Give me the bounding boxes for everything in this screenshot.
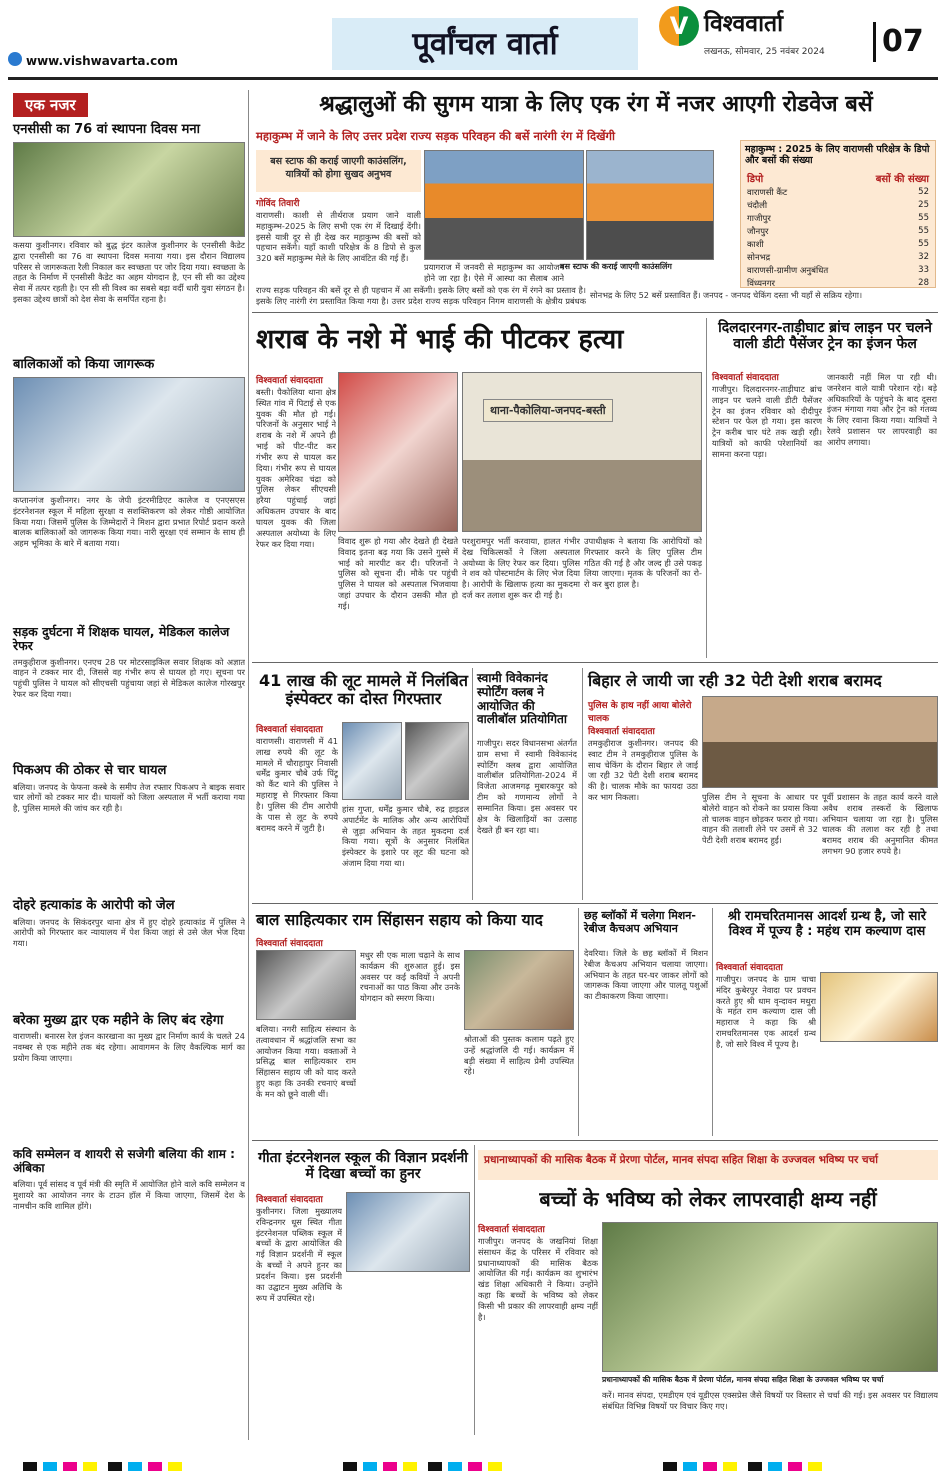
column-divider (248, 90, 249, 1440)
depot-table (745, 170, 931, 290)
seized-liquor-photo (702, 696, 938, 788)
murder-column-2: विवाद शुरू हो गया और देखते ही देखते विवाद इतना बढ़ गया कि उसने गुस्से में भाई को मारपीट कर दी। परिजनों ने पुलिस को सूचना दी। मौके पर पहुंची पुलिस ने घायल को अस्पताल भिजवाया जहां उपचार के दौरान उसकी मौत हो गई। (338, 536, 458, 611)
depot-bus-box (740, 140, 936, 288)
mission-headline: छह ब्लॉकों में चलेगा मिशन-रेबीज कैचअप अभियान (584, 909, 696, 935)
column-divider (474, 1145, 475, 1435)
bus-photo-right (586, 150, 714, 260)
brief-body: बलिया। पूर्व सांसद व पूर्व मंत्री की स्मृति में आयोजित होने वाले कवि सम्मेलन व मुशायरे का आयोजन नगर के टाउन हॉल में किया जाएगा, जिसमें देश के नामचीन कवि शामिल होंगे। (13, 1179, 245, 1211)
lead-pullquote: बस स्टाफ की कराई जाएगी काउंसलिंग, यात्रियों को होगा सुखद अनुभव (256, 150, 421, 192)
brief-headline: सड़क दुर्घटना में शिक्षक घायल, मेडिकल कालेज रेफर (13, 623, 230, 654)
event-photo (464, 950, 574, 1030)
depot-name: काशी (747, 239, 764, 250)
paper-name: विश्ववार्ता (704, 10, 784, 37)
globe-icon (8, 52, 22, 66)
science-body: कुशीनगर। जिला मुख्यालय रविन्द्रनगर धूस स्थित गीता इंटरनेशनल पब्लिक स्कूल में बच्चों के द्वारा आयोजित की गई विज्ञान प्रदर्शनी में स्कूल के बच्चों ने अपने हुनर का प्रदर्शन किया। इस प्रदर्शनी का उद्घाटन मुख्य अतिथि के रूप में उपस्थित रहे। (256, 1206, 342, 1303)
depot-name: वाराणसी-ग्रामीण अनुबंधित (747, 265, 829, 276)
sports-body: गाजीपुर। सदर विधानसभा अंतर्गत ग्राम सभा में स्वामी विवेकानंद स्पोर्टिंग क्लब द्वारा आयोजित वालीबॉल प्रतियोगिता-2024 में विजेता आजमगढ़ मुबारकपुर को टीम को गणमान्य लोगों ने सम्मानित किया। इस अवसर पर क्षेत्र के खिलाड़ियों का उत्साह देखते ही बन रहा था। (477, 738, 577, 835)
writer-portrait-photo (256, 950, 356, 1020)
police-station-sign: थाना-पैकोलिया-जनपद-बस्ती (483, 399, 613, 422)
ramcharit-byline: विश्ववार्ता संवाददाता (716, 963, 783, 973)
loot-column-2: हांस गुप्ता, धर्मेंद्र कुमार चौबे, रुद्र हाइडल अपार्टमेंट के मालिक और अन्य आरोपियों से जुड़ा अभियान के तहत मुकदमा दर्ज किया गया। सूत्रों के अनुसार निलंबित इंस्पेक्टर के इशारे पर लूट की घटना को अंजाम दिया गया था। (342, 804, 469, 869)
depot-name: वाराणसी कैंट (747, 187, 788, 198)
science-byline: विश्ववार्ता संवाददाता (256, 1195, 323, 1205)
police-station-photo (462, 372, 702, 532)
rail-column-2: जानकारी नहीं मिल पा रही थी। जनरेशन वाले यात्री परेशान रहे। बड़े अधिकारियों के पहुंचने के बाद दूसरा इंजन मंगाया गया और ट्रेन को गंतव्य के लिए रवाना किया गया। यात्रियों ने रेलवे प्रशासन पर लापरवाही का आरोप लगाया। (827, 372, 937, 447)
brief-body: बलिया। जनपद के फेफना कस्बे के समीप तेज रफ्तार पिकअप ने बाइक सवार चार लोगों को टक्कर मार दी। घायलों को जिला अस्पताल में भर्ती कराया गया है, पुलिस मामले की जांच कर रही है। (13, 781, 245, 814)
brief-body: कप्तानगंज कुशीनगर। नगर के जेपी इंटरमीडिएट कालेज व एनएसएस इंटरनेशनल स्कूल में महिला सुरक्षा व सशक्तिकरण को लेकर गोष्ठी आयोजित किया गया। जिसमें पुलिस के जिम्मेदारों ने मिशन द्वारा प्रभात रिपोर्ट प्रदान करते बालक बालिकाओं को जागरूक किया गया। नारी सुरक्षा एवं सम्मान के साथ ही अहम भूमिका के बारे में बताया गया। (13, 494, 245, 549)
rail-column-1: गाजीपुर। दिलदारनगर-ताड़ीघाट ब्रांच लाइन पर चलने वाली डीटी पैसेंजर ट्रेन का इंजन रविवार को दीदीपुर स्टेशन पर फेल हो गया। इस कारण ट्रेन करीब चार घंटे तक खड़ी रही। यात्रियों को काफी परेशानियों का सामना करना पड़ा। (712, 384, 822, 459)
meeting-photo (602, 1222, 938, 1372)
students-photo (13, 377, 245, 492)
teacher-photo-caption: प्रधानाध्यापकों की मासिक बैठक में प्रेरणा पोर्टल, मानव संपदा सहित शिक्षा के उज्जवल भविष्य पर चर्चा (602, 1375, 884, 1384)
teacher-byline: विश्ववार्ता संवाददाता (478, 1225, 545, 1235)
bus-count: 52 (918, 187, 929, 198)
writer-byline: विश्ववार्ता संवाददाता (256, 939, 323, 949)
brief-headline: बरेका मुख्य द्वार एक महीने के लिए बंद रहेगा (13, 1012, 224, 1028)
lead-photo-caption: बस स्टाफ की कराई जाएगी काउंसलिंग (560, 262, 672, 271)
brief-headline: पिकअप की ठोकर से चार घायल (13, 762, 167, 778)
teacher-body: गाजीपुर। जनपद के जखनियां शिक्षा संसाधन केंद्र के परिसर में रविवार को प्रधानाध्यापकों की मासिक बैठक आयोजित की गई। कार्यक्रम का शुभारंभ खंड शिक्षा अधिकारी ने किया। उन्होंने कहा कि बच्चों के भविष्य को लेकर किसी भी प्रकार की लापरवाही क्षम्य नहीं है। (478, 1236, 598, 1322)
murder-headline: शराब के नशे में भाई की पीटकर हत्या (256, 324, 624, 355)
science-body-cont (346, 1276, 470, 1431)
writer-column-2: मधुर सी एक माला चढ़ाने के साथ कार्यक्रम की शुरुआत हुई। इस अवसर पर कई कवियों ने अपनी रचनाओं का पाठ किया और उनके योगदान को स्मरण किया। (360, 950, 460, 1004)
mission-body: देवरिया। जिले के छह ब्लॉकों में मिशन रेबीज कैचअप अभियान चलाया जाएगा। अभियान के तहत घर-घर जाकर लोगों को जागरूक किया जाएगा और पालतू पशुओं का टीकाकरण किया जाएगा। (584, 948, 708, 1002)
lead-column-1: वाराणसी। काशी से तीर्थराज प्रयाग जाने वाली महाकुम्भ-2025 के लिए सभी एक रंग में दिखाई देंगी। इससे यात्री दूर से ही देख कर महाकुम्भ की बसों को पहचान सकेंगे। यहाँ काशी परिक्षेत्र के 8 डिपो से कुल 320 बसें महाकुम्भ मेले के लिए आवंटित की गई हैं। (256, 210, 421, 264)
print-registration-bar (0, 1448, 945, 1473)
murder-column-1: बस्ती। पैकोलिया थाना क्षेत्र स्थित गांव में पिटाई से एक युवक की मौत हो गई। परिजनों के अनुसार भाई ने शराब के नशे में अपने ही भाई को पीट-पीट कर गंभीर रूप से घायल कर दिया। गंभीर रूप से घायल युवक अमेरिका चंद्रा को पुलिस लेकर सीएचसी हरैया पहुंचाई जहां अधिकतम उपचार के बाद घायल युवक की जिला अस्पताल अयोध्या के लिए रेफर कर दिया गया। (256, 387, 336, 549)
logo-letter: V (669, 12, 689, 40)
rail-headline: दिलदारनगर-ताड़ीघाट ब्रांच लाइन पर चलने वाली डीटी पैसेंजर ट्रेन का इंजन फेल (718, 320, 932, 353)
section-rule (252, 903, 938, 904)
bus-count: 55 (918, 226, 929, 237)
bus-count: 32 (918, 252, 929, 263)
bus-count: 55 (918, 213, 929, 224)
brief-body: तमकुहीराज कुशीनगर। एनएच 28 पर मोटरसाइकिल सवार शिक्षक को अज्ञात वाहन ने टक्कर मार दी, जिससे वह गंभीर रूप से घायल हो गए। सूचना पर पहुंची पुलिस ने घायल को सीएचसी पहुंचाया जहां से मेडिकल कालेज गोरखपुर रेफर कर दिया गया। (13, 656, 245, 700)
depot-name: जौनपुर (747, 226, 769, 237)
liquor-byline: विश्ववार्ता संवाददाता (588, 727, 655, 737)
loot-byline: विश्ववार्ता संवाददाता (256, 725, 323, 735)
website-url[interactable]: www.vishwavarta.com (26, 54, 178, 68)
section-rule (252, 662, 938, 663)
sports-headline: स्वामी विवेकानंद स्पोर्टिंग क्लब ने आयोजित की वालीबॉल प्रतियोगिता (477, 671, 567, 727)
masthead-rule (8, 77, 938, 80)
brief-headline: कवि सम्मेलन व शायरी से सजेगी बलिया की शाम : अंबिका (13, 1147, 235, 1176)
brief-headline: एनसीसी का 76 वां स्थापना दिवस मना (13, 122, 200, 137)
science-headline: गीता इंटरनेशनल स्कूल की विज्ञान प्रदर्शनी में दिखा बच्चों का हुनर (258, 1150, 468, 1183)
column-divider (578, 908, 579, 1136)
loot-column-1: वाराणसी। वाराणसी में 41 लाख रुपये की लूट के मामले में चौराहापुर निवासी धर्मेंद्र कुमार चौबे उर्फ पिंटू को कैंट थाने की पुलिस ने महाराष्ट्र से गिरफ्तार किया है। पुलिस की टीम आरोपी के पास से लूट के रुपये बरामद करने में जुटी है। (256, 736, 338, 833)
depot-name: गाजीपुर (747, 213, 771, 224)
liquor-headline: बिहार ले जायी जा रही 32 पेटी देशी शराब बरामद (588, 671, 882, 690)
victim-family-photo (338, 372, 458, 532)
bus-count: 25 (918, 200, 929, 211)
brief-body: बलिया। जनपद के सिकंदरपुर थाना क्षेत्र में हुए दोहरे हत्याकांड में पुलिस ने आरोपी को गिरफ्तार कर न्यायालय में पेश किया जहां से उसे जेल भेज दिया गया। (13, 916, 245, 949)
rail-byline: विश्ववार्ता संवाददाता (712, 373, 779, 383)
writer-column-1: बलिया। नगरी साहित्य संस्थान के तत्वावधान में श्रद्धांजलि सभा का आयोजन किया गया। वक्ताओं ने प्रसिद्ध बाल साहित्यकार राम सिंहासन सहाय जी को याद करते हुए कहा कि उनकी रचनाएं बच्चों के मन को छूने वाली थीं। (256, 1024, 356, 1099)
liquor-column-3: पूर्वी प्रशासन के तहत कार्य करने वाले अवैध शराब तस्करों के खिलाफ अभियान चलाया जा रहा है। पुलिस चालक की तलाश कर रही है तथा बरामद शराब की अनुमानित कीमत लगभग 90 हजार रुपये है। (822, 792, 938, 857)
murder-column-3: परशुरामपुर भर्ती करवाया, हालत गंभीर देख चिकित्सकों ने जिला अस्पताल अयोध्या के लिए रेफर कर दिया। पुलिस ने शव को पोस्टमार्टम के लिए भेज दिया है। आरोपी के खिलाफ हत्या का मुकदमा दर्ज कर तलाश शुरू कर दी गई है। (462, 536, 580, 601)
exhibition-photo (346, 1192, 470, 1272)
bus-count: 55 (918, 239, 929, 250)
murder-byline: विश्ववार्ता संवाददाता (256, 376, 323, 386)
section-rule (252, 1140, 938, 1141)
ncc-photo (13, 142, 245, 237)
bus-photo-left (424, 150, 584, 260)
loot-headline: 41 लाख की लूट मामले में निलंबित इंस्पेक्टर का दोस्त गिरफ्तार (258, 671, 469, 709)
depot-col-header: डिपो (747, 173, 764, 185)
liquor-column-2: पुलिस टीम ने सूचना के आधार पर बोलेरो वाहन को रोकने का प्रयास किया तो चालक वाहन छोड़कर फरार हो गया। वाहन की तलाशी लेने पर उसमें से 32 पेटी देशी शराब बरामद हुई। (702, 792, 818, 846)
teacher-headline: बच्चों के भविष्य को लेकर लापरवाही क्षम्य नहीं (539, 1187, 877, 1211)
box-title: महाकुम्भ : 2025 के लिए वाराणसी परिक्षेत्र के डिपो और बसों की संख्या (745, 144, 930, 166)
officer-photo (405, 722, 469, 800)
lead-subheadline: महाकुम्भ में जाने के लिए उत्तर प्रदेश राज्य सड़क परिवहन की बसें नारंगी रंग में दिखेंगी (256, 129, 615, 143)
depot-name: चंदौली (747, 200, 768, 211)
dateline: लखनऊ, सोमवार, 25 नवंबर 2024 (704, 47, 825, 57)
bus-count: 33 (918, 265, 929, 276)
brief-body: कसया कुशीनगर। रविवार को बुद्ध इंटर कालेज कुशीनगर के एनसीसी कैडेट द्वारा एनसीसी का 76 वा स्थापना दिवस मनाया गया। इस दौरान विद्यालय परिसर से जागरूकता रैली निकाल कर स्वच्छता पर जोर दिया गया। स्वच्छता के तहत के निर्माण में एनसीसी कैडेट का अहम योगदान है, एन सी सी का उद्देश्य सेवा में तत्पर रहती है। एन सी सी विश्व का सबसे बड़ा वर्दी धारी युवा संगठन है। इसका उद्देश्य छात्रों को देश सेवा के समर्पित रहना है। (13, 239, 245, 305)
lead-byline: गोविंद तिवारी (256, 199, 300, 209)
brief-headline: बालिकाओं को किया जागरूक (13, 356, 155, 372)
brief-headline: दोहरे हत्याकांड के आरोपी को जेल (13, 897, 175, 913)
depot-name: विंध्यनगर (747, 278, 776, 289)
depot-name: सोनभद्र (747, 252, 771, 263)
liquor-kicker: पुलिस के हाथ नहीं आया बोलेरो चालक (588, 701, 692, 724)
section-tag: एक नजर (13, 93, 88, 117)
murder-column-4: उपाधीक्षक ने बताया कि आरोपियों को गिरफ्तार करने के लिए पुलिस टीम गठित की गई है और जल्द ही उसे पकड़ लिया जाएगा। मृतक के परिजनों का रो-रो कर बुरा हाल है। (584, 536, 702, 590)
lead-bottom-line: सोनभद्र के लिए 52 बसें प्रस्तावित हैं। जनपद - जनपद चेकिंग दस्ता भी यहाँ से सक्रिय रहेगा। (590, 290, 863, 300)
teacher-column-2: करें। मानव संपदा, एमडीएम एवं यूडीएस एक्सप्रेस जैसे विषयों पर विस्तार से चर्चा की गई। इस अवसर पर विद्यालय संबंधित विभिन्न विषयों पर विचार किए गए। (602, 1390, 938, 1411)
brief-body: वाराणसी। बनारस रेल इंजन कारखाना का मुख्य द्वार निर्माण कार्य के चलते 24 नवम्बर से एक महीने तक बंद रहेगा। आवागमन के लिए वैकल्पिक मार्ग का प्रयोग किया जाएगा। (13, 1031, 245, 1064)
ramcharit-headline: श्री रामचरितमानस आदर्श ग्रन्थ है, जो सारे विश्व में पूज्य है : महंथ राम कल्याण दास (727, 909, 927, 939)
page-section-title: पूर्वांचल वार्ता (330, 18, 640, 70)
bus-count: 28 (918, 278, 929, 289)
column-divider (706, 318, 707, 658)
writer-column-3: श्रोताओं की पुस्तक कलाम पढ़ते हुए उन्हें श्रद्धांजलि दी गई। कार्यक्रम में बड़ी संख्या में साहित्य प्रेमी उपस्थित रहे। (464, 1034, 574, 1077)
writer-headline: बाल साहित्यकार राम सिंहासन सहाय को किया याद (256, 911, 543, 929)
accused-photo (342, 722, 402, 800)
lead-column-2: प्रयागराज में जनवरी से महाकुम्भ का आयोजन होने जा रहा है। ऐसे में आस्था का सैलाब आने (424, 262, 564, 283)
column-divider (582, 668, 583, 900)
left-column (13, 93, 245, 1309)
teacher-kicker: प्रधानाध्यापकों की मासिक बैठक में प्रेरणा पोर्टल, मानव संपदा सहित शिक्षा के उज्जवल भविष्य पर चर्चा (478, 1150, 938, 1180)
section-rule (252, 312, 938, 313)
buses-col-header: बसों की संख्या (875, 173, 929, 185)
page-number: 07 (873, 22, 924, 62)
ramcharit-body: गाजीपुर। जनपद के ग्राम चाचा मंदिर कुबेरपुर नेवादा पर प्रवचन करते हुए श्री धाम वृन्दावन मथुरा के महंत राम कल्याण दास जी महाराज ने कहा कि श्री रामचरितमानस एक आदर्श ग्रन्थ है, जो सारे विश्व में पूज्य है। (716, 974, 816, 1049)
lead-column-3: राज्य सड़क परिवहन की बसें दूर से ही पहचान में आ सकेंगी। इसके लिए बसों को एक रंग में रंगने का प्रस्ताव है। इसके लिए नारंगी रंग प्रस्तावित किया गया है। उत्तर प्रदेश राज्य सड़क परिवहन निगम वाराणसी के क्षेत्रीय प्रबंधक (256, 285, 586, 306)
mahant-photo (820, 972, 938, 1042)
column-divider (472, 668, 473, 900)
column-divider (712, 908, 713, 1136)
lead-headline: श्रद्धालुओं की सुगम यात्रा के लिए एक रंग में नजर आएगी रोडवेज बसें (319, 91, 873, 117)
liquor-column-1: तमकुहीराज कुशीनगर। जनपद की स्वाट टीम ने तमकुहीराज पुलिस के साथ चेकिंग के दौरान बिहार ले जाई जा रही 32 पेटी देशी शराब बरामद की है। चालक मौके का फायदा उठा कर भाग निकला। (588, 738, 698, 803)
